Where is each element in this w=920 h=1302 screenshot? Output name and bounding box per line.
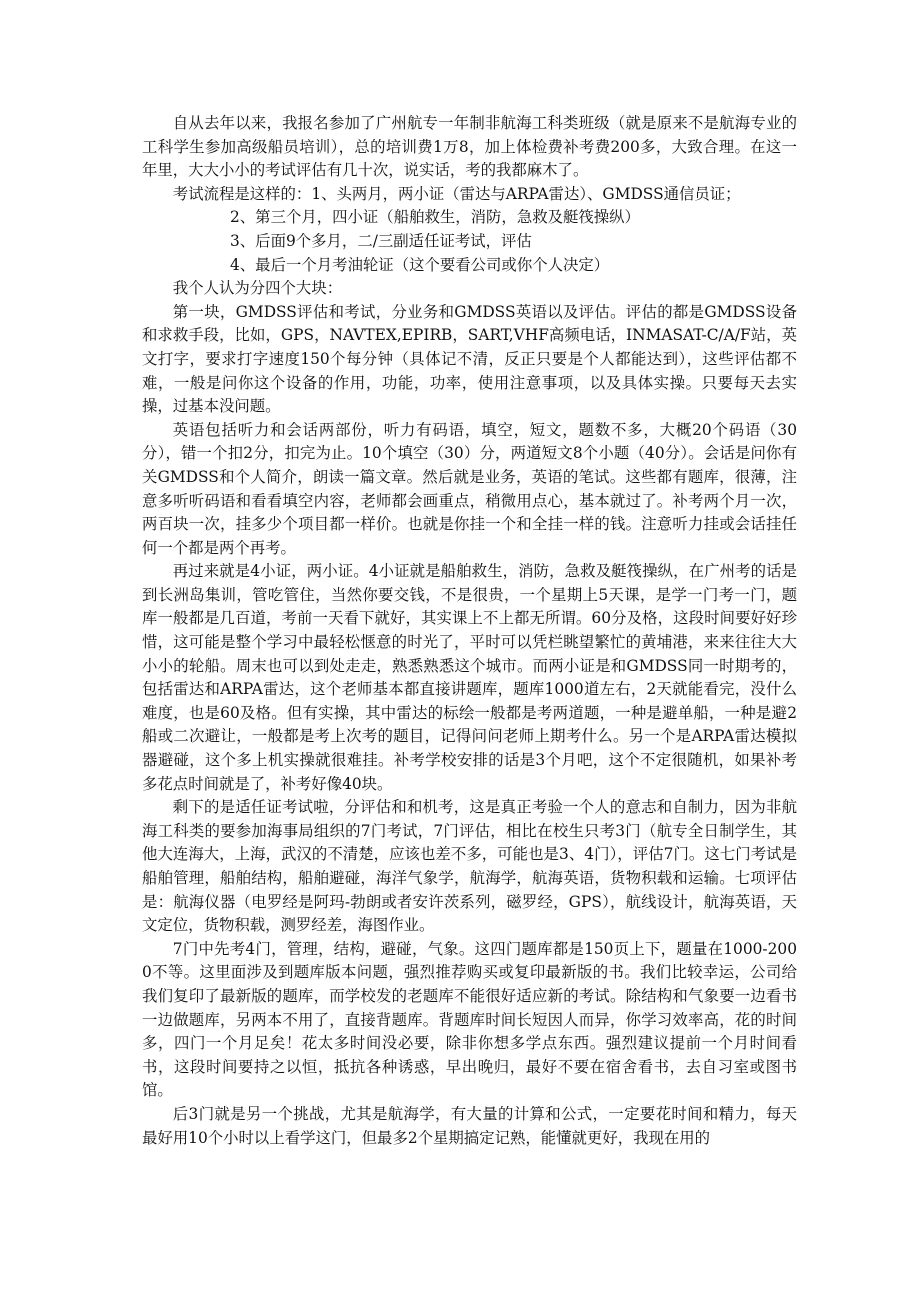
- paragraph-four-blocks: 我个人认为分四个大块：: [172, 279, 343, 298]
- paragraph-step-2: 2、第三个月，四小证（船舶救生，消防，急救及艇筏操纵）: [230, 208, 640, 227]
- document-body: [142, 112, 797, 1150]
- paragraph-step-4: 4、最后一个月考油轮证（这个要看公司或你个人决定）: [230, 255, 610, 274]
- paragraph-gmdss: 第一块，GMDSS评估和考试，分业务和GMDSS英语以及评估。评估的都是GMDSS设备和求救手段，比如，GPS，NAVTEX,EPIRB，SART,VHF高频电话，INMASAT-C/A/F站，英文打字，要求打字速度150个每分钟（具体记不清，反正只要是个人都能达到），这些评估都不难，一般是问你这个设备的作用，功能，功率，使用注意事项，以及具体实操。只要每天去实操，过基本没问题。: [142, 302, 797, 416]
- paragraph-step-3: 3、后面9个多月，二/三副适任证考试，评估: [230, 231, 532, 250]
- paragraph-competency-exam: 剩下的是适任证考试啦，分评估和和机考，这是真正考验一个人的意志和自制力，因为非航海工科类的要参加海事局组织的7门考试，7门评估，相比在校生只考3门（航专全日制学生，其他大连海大，上海，武汉的不清楚，应该也差不多，可能也是3、4门），评估7门。这七门考试是 船舶管理，船舶结构，船舶避碰，海洋气象学，航海学，航海英语，货物积载和运输。七项评估是：航海仪器（电罗经是阿玛-勃朗或者安许茨系列，磁罗经，GPS），航线设计，航海英语，天文定位，货物积载，测罗经差，海图作业。: [142, 798, 797, 935]
- paragraph-first-four-subjects: 7门中先考4门，管理，结构，避碰，气象。这四门题库都是150页上下，题量在1000-2000不等。这里面涉及到题库版本问题，强烈推荐购买或复印最新版的书。我们比较幸运，公司给我们复印了最新版的题库，而学校发的老题库不能很好适应新的考试。除结构和气象要一边看书一边做题库，另两本不用了，直接背题库。背题库时间长短因人而异，你学习效率高，花的时间多，四门一个月足矣！花太多时间没必要，除非你想多学点东西。强烈建议提前一个月时间看书，这段时间要持之以恒，抵抗各种诱惑，早出晚归，最好不要在宿舍看书，去自习室或图书馆。: [142, 939, 797, 1100]
- paragraph-intro: 自从去年以来，我报名参加了广州航专一年制非航海工科类班级（就是原来不是航海专业的工科学生参加高级船员培训），总的培训费1万8，加上体检费补考费200多，大致合理。在这一年里，大大小小的考试评估有几十次，说实话，考的我都麻木了。: [142, 114, 797, 180]
- paragraph-last-three-subjects: 后3门就是另一个挑战，尤其是航海学，有大量的计算和公式，一定要花时间和精力，每天最好用10个小时以上看学这门，但最多2个星期搞定记熟，能懂就更好，我现在用的: [142, 1104, 797, 1147]
- paragraph-english: 英语包括听力和会话两部份，听力有码语，填空，短文，题数不多，大概20个码语（30分），错一个扣2分，扣完为止。10个填空（30）分，两道短文8个小题（40分）。会话是问你有关GMDSS和个人简介，朗读一篇文章。然后就是业务，英语的笔试。这些都有题库，很薄，注意多听听码语和看看填空内容，老师都会画重点，稍微用点心，基本就过了。补考两个月一次，两百块一次，挂多少个项目都一样价。也就是你挂一个和全挂一样的钱。注意听力挂或会话挂任何一个都是两个再考。: [142, 420, 797, 557]
- paragraph-small-certificates: 再过来就是4小证，两小证。4小证就是船舶救生，消防，急救及艇筏操纵，在广州考的话是到长洲岛集训，管吃管住，当然你要交钱，不是很贵，一个星期上5天课，是学一门考一门，题库一般都是几百道，考前一天看下就好，其实课上不上都无所谓。60分及格，这段时间要好好珍惜，这可能是整个学习中最轻松惬意的时光了，平时可以凭栏眺望繁忙的黄埔港，来来往往大大小小的轮船。周末也可以到处走走，熟悉熟悉这个城市。而两小证是和GMDSS同一时期考的，包括雷达和ARPA雷达，这个老师基本都直接讲题库，题库1000道左右，2天就能看完，没什么难度，也是60及格。但有实操，其中雷达的标绘一般都是考两道题，一种是避单船，一种是避2船或二次避让，一般都是考上次考的题目，记得问问老师上期考什么。另一个是ARPA雷达模拟器避碰，这个多上机实操就很难挂。补考学校安排的话是3个月吧，这个不定很随机，如果补考多花点时间就是了，补考好像40块。: [142, 562, 797, 793]
- paragraph-exam-flow: 考试流程是这样的：1、头两月，两小证（雷达与ARPA雷达）、GMDSS通信员证；: [172, 184, 741, 203]
